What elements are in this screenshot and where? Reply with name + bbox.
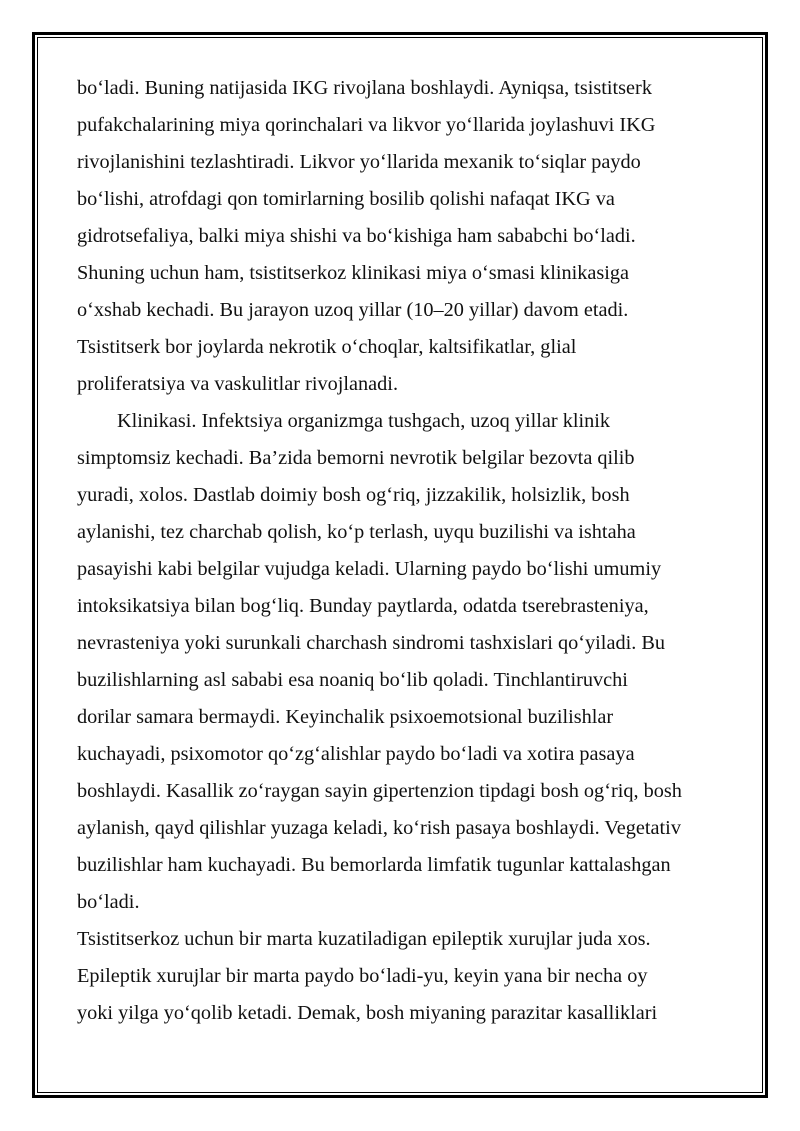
paragraph-start-line: Tsistitserkoz uchun bir marta kuzatiladigan epileptik xurujlar juda xos. xyxy=(77,928,651,950)
text-line: intoksikatsiya bilan bog‘liq. Bunday paytlarda, odatda tserebrasteniya, xyxy=(77,595,649,617)
text-line: buzilishlar ham kuchayadi. Bu bemorlarda limfatik tugunlar kattalashgan xyxy=(77,854,671,876)
text-line: bo‘ladi. xyxy=(77,891,140,913)
text-line: nevrasteniya yoki surunkali charchash sindromi tashxislari qo‘yiladi. Bu xyxy=(77,632,666,654)
text-line: boshlaydi. Kasallik zo‘raygan sayin gipertenzion tipdagi bosh og‘riq, bosh xyxy=(77,780,682,802)
text-line: yuradi, xolos. Dastlab doimiy bosh og‘riq, jizzakilik, holsizlik, bosh xyxy=(77,484,630,506)
paragraph-start-line: Klinikasi. Infektsiya organizmga tushgach, uzoq yillar klinik xyxy=(117,410,611,432)
text-line: pasayishi kabi belgilar vujudga keladi. Ularning paydo bo‘lishi umumiy xyxy=(77,558,662,580)
text-line: Epileptik xurujlar bir marta paydo bo‘ladi-yu, keyin yana bir necha oy xyxy=(77,965,648,987)
text-line: bo‘ladi. Buning natijasida IKG rivojlana boshlaydi. Ayniqsa, tsistitserk xyxy=(77,77,652,99)
document-body xyxy=(77,70,737,1032)
text-line: dorilar samara bermaydi. Keyinchalik psixoemotsional buzilishlar xyxy=(77,706,614,728)
text-line: Shuning uchun ham, tsistitserkoz klinikasi miya o‘smasi klinikasiga xyxy=(77,262,630,284)
text-line: aylanish, qayd qilishlar yuzaga keladi, ko‘rish pasaya boshlaydi. Vegetativ xyxy=(77,817,681,839)
text-line: aylanishi, tez charchab qolish, ko‘p terlash, uyqu buzilishi va ishtaha xyxy=(77,521,636,543)
text-line: bo‘lishi, atrofdagi qon tomirlarning bosilib qolishi nafaqat IKG va xyxy=(77,188,615,210)
text-line: kuchayadi, psixomotor qo‘zg‘alishlar paydo bo‘ladi va xotira pasaya xyxy=(77,743,635,765)
text-line: rivojlanishini tezlashtiradi. Likvor yo‘llarida mexanik to‘siqlar paydo xyxy=(77,151,641,173)
text-line: Tsistitserk bor joylarda nekrotik o‘choqlar, kaltsifikatlar, glial xyxy=(77,336,577,358)
text-line: buzilishlarning asl sababi esa noaniq bo‘lib qoladi. Tinchlantiruvchi xyxy=(77,669,628,691)
text-line: simptomsiz kechadi. Ba’zida bemorni nevrotik belgilar bezovta qilib xyxy=(77,447,635,469)
text-line: o‘xshab kechadi. Bu jarayon uzoq yillar (10–20 yillar) davom etadi. xyxy=(77,299,629,321)
text-line: gidrotsefaliya, balki miya shishi va bo‘kishiga ham sababchi bo‘ladi. xyxy=(77,225,636,247)
text-line: proliferatsiya va vaskulitlar rivojlanadi. xyxy=(77,373,399,395)
text-line: yoki yilga yo‘qolib ketadi. Demak, bosh miyaning parazitar kasalliklari xyxy=(77,1002,658,1024)
text-line: pufakchalarining miya qorinchalari va likvor yo‘llarida joylashuvi IKG xyxy=(77,114,656,136)
